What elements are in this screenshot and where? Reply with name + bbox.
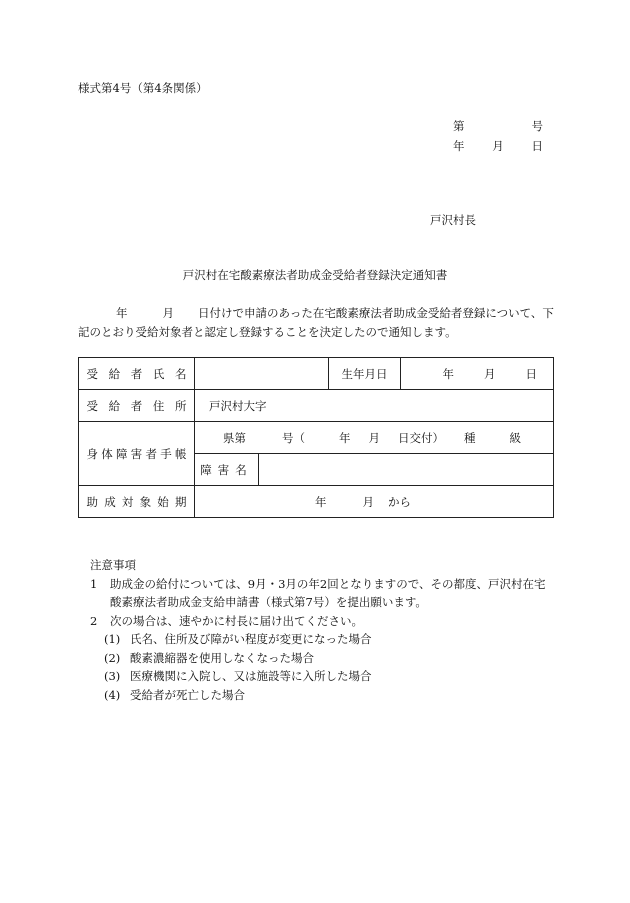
list-item <box>90 575 546 594</box>
handbook-number <box>195 422 554 454</box>
body-year: 年 <box>116 306 128 320</box>
subnote-4-num: (4) <box>104 687 121 702</box>
doc-no-go: 号 <box>531 119 543 133</box>
issuer: 戸沢村長 <box>430 213 476 227</box>
handbook-label: 身体障害者手帳 <box>86 446 187 461</box>
disability-value <box>259 454 554 486</box>
subnote-1-text: 氏名、住所及び障がい程度が変更になった場合 <box>130 632 372 646</box>
address-label: 受給者住所 <box>86 398 187 413</box>
handbook-issued: 日交付） <box>398 430 444 445</box>
recipient-name-value <box>195 358 329 390</box>
subnote-4-text: 受給者が死亡した場合 <box>130 687 245 702</box>
document-title: 戸沢村在宅酸素療法者助成金受給者登録決定通知書 <box>182 268 448 282</box>
date-year: 年 <box>453 139 465 153</box>
handbook-pref: 県第 <box>223 430 246 445</box>
list-item <box>90 612 546 631</box>
table-row <box>79 422 554 454</box>
note-2-num: 2 <box>90 613 98 628</box>
subnote-1-num: (1) <box>104 632 121 646</box>
date-day: 日 <box>531 139 543 153</box>
handbook-grade-kyu: 級 <box>509 430 521 445</box>
start-month: 月 <box>362 494 374 509</box>
table-row <box>79 486 554 518</box>
form-number: 様式第4号（第4条関係） <box>78 81 208 95</box>
disability-label-cell <box>195 454 259 486</box>
body-text <box>78 304 552 342</box>
note-1-text: 助成金の給付については、9月・3月の年2回となりますので、その都度、戸沢村在宅 <box>110 576 546 591</box>
list-item <box>90 667 546 686</box>
dob-month: 月 <box>484 366 496 381</box>
list-item <box>90 686 546 705</box>
dob-day: 日 <box>525 366 537 381</box>
handbook-month: 月 <box>368 430 380 445</box>
notes-section <box>90 556 546 704</box>
address-value: 戸沢村大字 <box>195 390 554 422</box>
start-year: 年 <box>315 494 327 509</box>
handbook-grade-shu: 種 <box>464 430 476 445</box>
address-label-cell <box>79 390 195 422</box>
recipient-name-label: 受給者氏名 <box>86 366 187 381</box>
doc-no-dai: 第 <box>453 119 465 133</box>
subnote-3-text: 医療機関に入院し、又は施設等に入所した場合 <box>130 669 372 683</box>
start-label: 助成対象始期 <box>86 494 187 509</box>
handbook-go: 号（ <box>282 430 305 445</box>
table-row <box>79 390 554 422</box>
note-1-continuation: 酸素療法者助成金支給申請書（様式第7号）を提出願います。 <box>110 595 427 609</box>
list-item <box>90 649 546 668</box>
notes-heading: 注意事項 <box>90 558 136 572</box>
dob-year: 年 <box>442 366 454 381</box>
document-number-block <box>453 118 543 158</box>
body-month: 月 <box>162 306 174 320</box>
start-from: から <box>388 494 411 509</box>
list-item <box>90 630 546 649</box>
start-label-cell <box>79 486 195 518</box>
disability-label: 障害名 <box>200 462 253 477</box>
subnote-3-num: (3) <box>104 669 121 683</box>
dob-label: 生年月日 <box>329 358 401 390</box>
subnote-2-num: (2) <box>104 650 121 665</box>
dob-value <box>401 358 554 390</box>
note-2-text: 次の場合は、速やかに村長に届け出てください。 <box>110 613 363 628</box>
start-value <box>195 486 554 518</box>
body-line1: 日付けで申請のあった在宅酸素療法者助成金受給者登録について、下 <box>198 306 554 320</box>
note-1-num: 1 <box>90 576 98 591</box>
date-month: 月 <box>492 139 504 153</box>
registration-table <box>78 357 554 518</box>
handbook-year: 年 <box>339 430 351 445</box>
subnote-2-text: 酸素濃縮器を使用しなくなった場合 <box>130 650 314 665</box>
body-line2: 記のとおり受給対象者と認定し登録することを決定したので通知します。 <box>78 325 457 339</box>
handbook-label-cell <box>79 422 195 486</box>
recipient-name-label-cell <box>79 358 195 390</box>
table-row <box>79 358 554 390</box>
